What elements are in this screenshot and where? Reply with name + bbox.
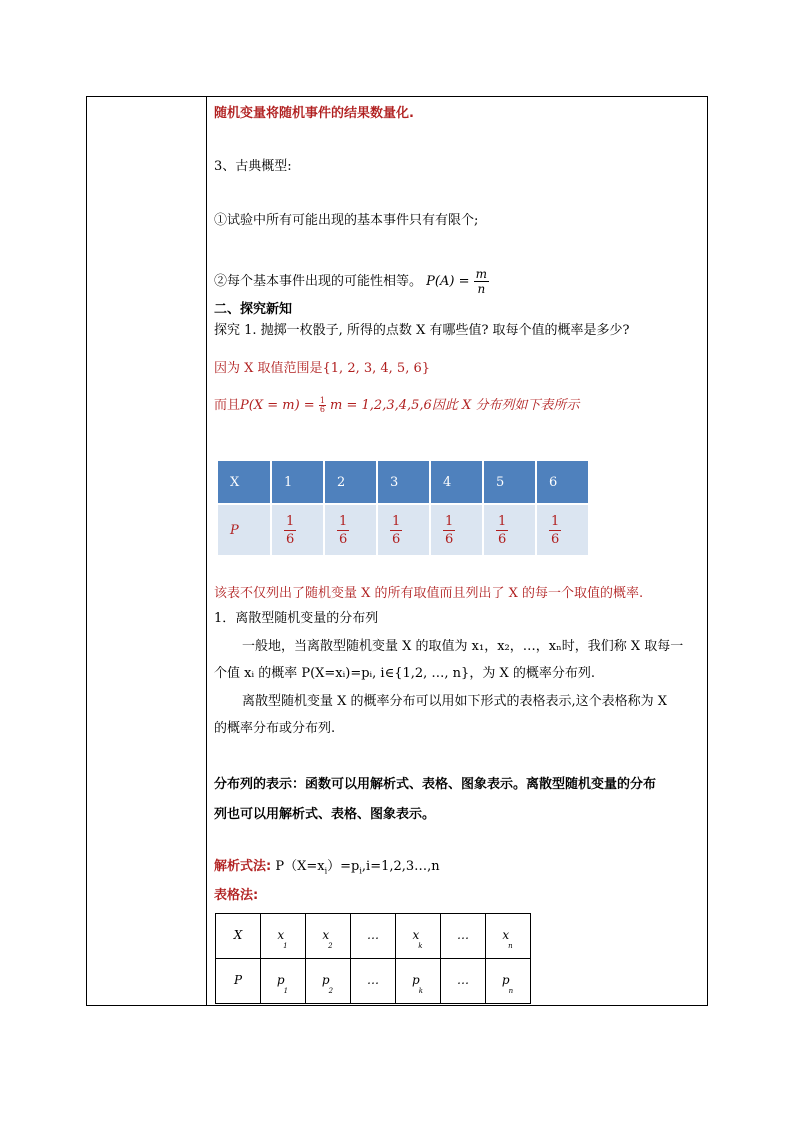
dice-prob-cell: $\frac{1}{6}$ [271, 504, 324, 556]
item-2-text: ②每个基本事件出现的可能性相等。 [214, 274, 423, 289]
dice-header-cell: 2 [324, 460, 377, 504]
gen-cell: … [351, 914, 396, 959]
dice-prob-cell: $\frac{1}{6}$ [324, 504, 377, 556]
probability-formula: P(A) = [426, 274, 470, 289]
gen-cell: $p_n$ [486, 959, 531, 1004]
section-2-heading: 二、探究新知 [214, 302, 293, 317]
gen-cell: … [441, 959, 486, 1004]
dice-header-cell: 6 [536, 460, 589, 504]
gen-cell: $x_n$ [486, 914, 531, 959]
general-table-x-row [216, 914, 531, 959]
gen-cell: $x_2$ [306, 914, 351, 959]
variable-note: 随机变量将随机事件的结果数量化. [214, 106, 414, 121]
explore-1-question: 探究 1. 抛掷一枚骰子, 所得的点数 X 有哪些值? 取每个值的概率是多少? [214, 323, 630, 338]
subsection-1-title: 1．离散型随机变量的分布列 [214, 611, 379, 626]
gen-cell: … [441, 914, 486, 959]
m-over-n-fraction: $\frac{m}{n}$ [475, 267, 487, 296]
gen-cell: … [351, 959, 396, 1004]
general-distribution-table [215, 913, 531, 1004]
section-3-title: 3、古典概型: [214, 159, 292, 174]
range-line: 因为 X 取值范围是{1, 2, 3, 4, 5, 6} [214, 361, 431, 376]
probability-line: 而且P(X = m) = $\frac{1}{6}$ m = 1,2,3,4,5,6因此 X 分布列如下表所示 [214, 396, 580, 414]
dice-prob-cell: $\frac{1}{6}$ [536, 504, 589, 556]
gen-cell: $x_k$ [396, 914, 441, 959]
gen-cell: P [216, 959, 261, 1004]
dice-distribution-table [216, 459, 590, 557]
gen-cell: $p_1$ [261, 959, 306, 1004]
general-table-p-row [216, 959, 531, 1004]
table-form-line-1: 离散型随机变量 X 的概率分布可以用如下形式的表格表示,这个表格称为 X [242, 694, 668, 709]
definition-line-2: 个值 xᵢ 的概率 P(X=xᵢ)=pᵢ, i∈{1,2, …, n}，为 X 的概率分布列. [214, 666, 595, 681]
table-form-line-2: 的概率分布或分布列. [214, 721, 336, 736]
representation-line-2: 列也可以用解析式、表格、图象表示。 [214, 807, 436, 822]
dice-prob-cell: $\frac{1}{6}$ [377, 504, 430, 556]
definition-line-1: 一般地，当离散型随机变量 X 的取值为 x₁，x₂，…，xₙ时，我们称 X 取每一 [242, 639, 684, 654]
one-sixth-fraction: $\frac{1}{6}$ [319, 396, 325, 414]
gen-cell: $x_1$ [261, 914, 306, 959]
gen-cell: X [216, 914, 261, 959]
dice-table-header-row [217, 460, 589, 504]
column-divider [206, 97, 207, 1005]
analytic-method-line: 解析式法: $P(X=x_i)=p_i,i=1,2,3\dots,n$ [214, 859, 440, 876]
table-note: 该表不仅列出了随机变量 X 的所有取值而且列出了 X 的每一个取值的概率. [214, 586, 644, 601]
gen-cell: $p_2$ [306, 959, 351, 1004]
dice-header-cell: X [217, 460, 271, 504]
analytic-label: 解析式法: [214, 859, 272, 874]
classical-item-2 [214, 262, 704, 302]
dice-header-cell: 3 [377, 460, 430, 504]
dice-prob-cell: $\frac{1}{6}$ [483, 504, 536, 556]
dice-row-label: P [217, 504, 271, 556]
dice-header-cell: 5 [483, 460, 536, 504]
dice-prob-cell: $\frac{1}{6}$ [430, 504, 483, 556]
classical-item-1: ①试验中所有可能出现的基本事件只有有限个; [214, 213, 479, 228]
dice-table-probability-row [217, 504, 589, 556]
dice-header-cell: 1 [271, 460, 324, 504]
dice-header-cell: 4 [430, 460, 483, 504]
representation-line-1: 分布列的表示：函数可以用解析式、表格、图象表示。离散型随机变量的分布 [214, 777, 657, 792]
gen-cell: $p_k$ [396, 959, 441, 1004]
table-method-label: 表格法: [214, 888, 259, 903]
